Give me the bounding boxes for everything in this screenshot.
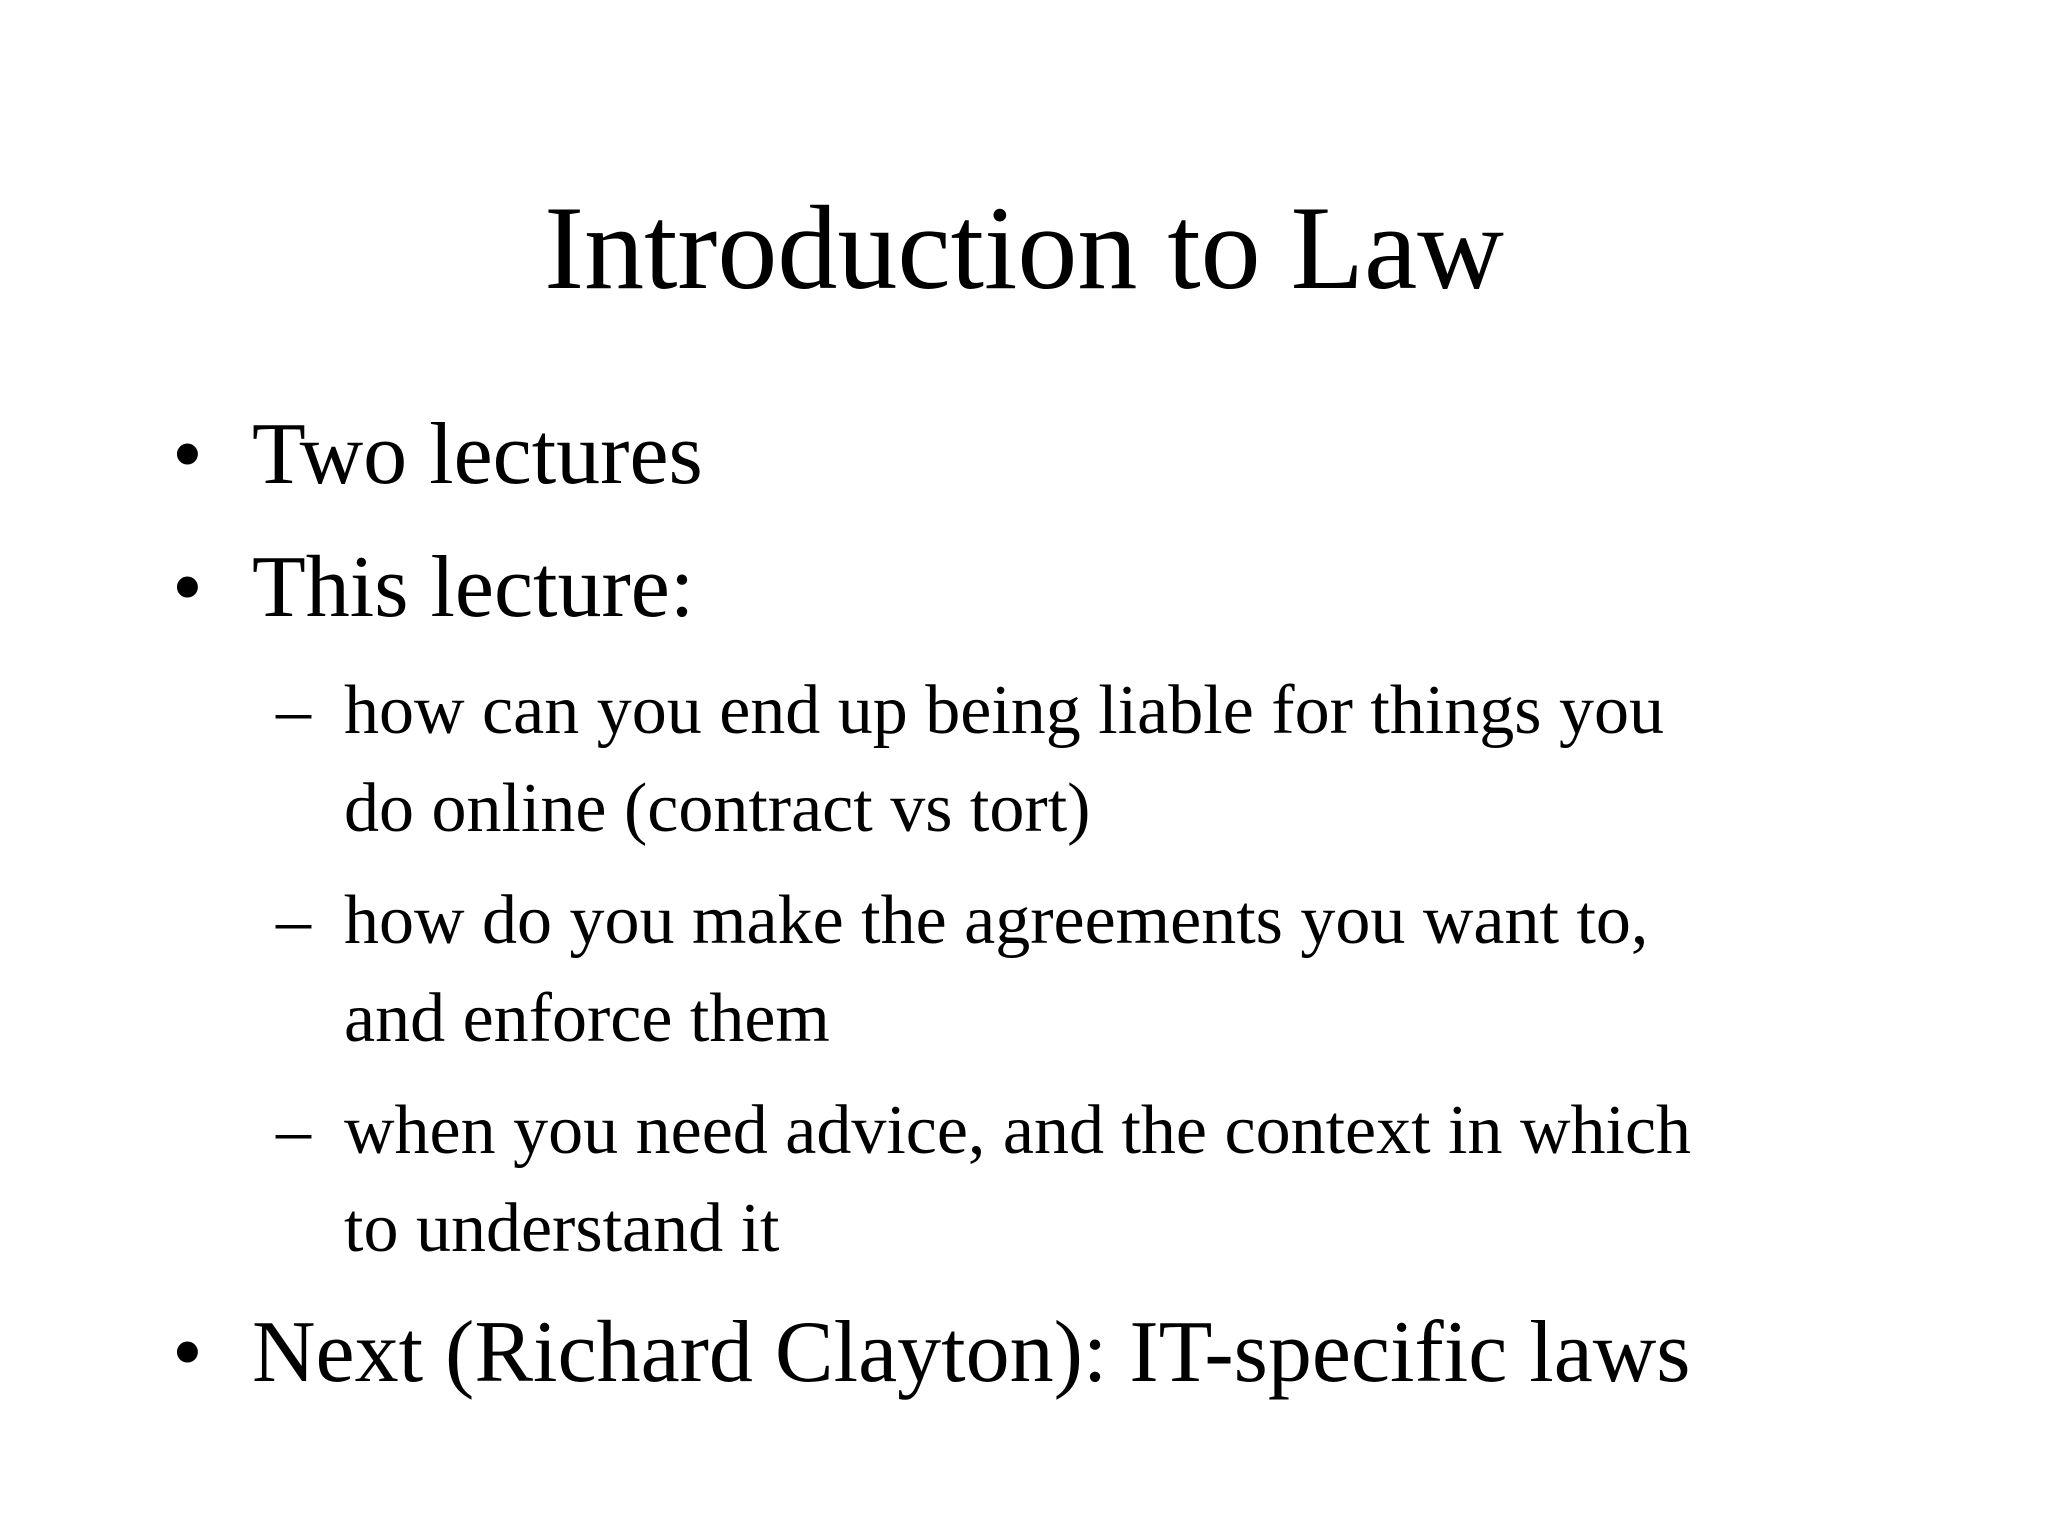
dash-icon: – bbox=[276, 1092, 311, 1169]
sub-bullet-line: when you need advice, and the context in which bbox=[344, 1092, 1692, 1169]
sub-bullet-line: do online (contract vs tort) bbox=[344, 770, 1091, 847]
sub-bullet-line: how do you make the agreements you want to, bbox=[344, 882, 1649, 959]
sub-bullet-line: and enforce them bbox=[344, 980, 830, 1057]
bullet-text: This lecture: bbox=[252, 539, 695, 636]
dash-icon: – bbox=[276, 672, 311, 749]
sub-bullet-text bbox=[344, 1082, 1944, 1278]
bullet-icon: • bbox=[172, 539, 203, 636]
sub-bullet-text bbox=[344, 662, 1944, 858]
bullet-text: Next (Richard Clayton): IT-specific laws bbox=[252, 1304, 1691, 1401]
sub-bullet-text bbox=[344, 872, 1944, 1068]
bullet-text: Two lectures bbox=[252, 406, 703, 503]
slide-title: Introduction to Law bbox=[544, 181, 1504, 314]
bullet-icon: • bbox=[172, 406, 203, 503]
sub-bullet-line: to understand it bbox=[344, 1190, 780, 1267]
sub-bullet-line: how can you end up being liable for things you bbox=[344, 672, 1665, 749]
dash-icon: – bbox=[276, 882, 311, 959]
bullet-icon: • bbox=[172, 1304, 203, 1401]
